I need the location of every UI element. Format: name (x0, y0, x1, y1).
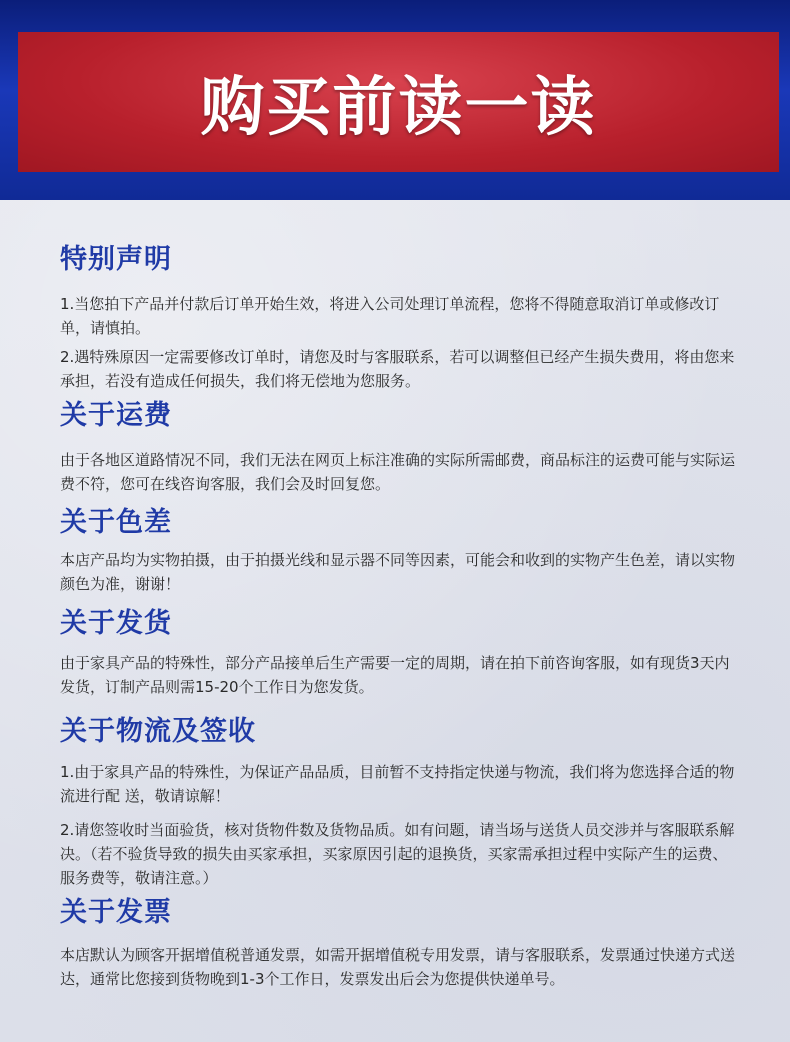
section-color-difference (60, 503, 740, 596)
section-title: 特别声明 (60, 244, 172, 275)
page-title: 购买前读一读 (200, 71, 597, 145)
paragraph: 由于家具产品的特殊性，部分产品接单后生产需要一定的周期，请在拍下前咨询客服，如有现货3天内发货，订制产品则需15-20个工作日为您发货。 (60, 654, 730, 696)
paragraph: 由于各地区道路情况不同，我们无法在网页上标注准确的实际所需邮费，商品标注的运费可能与实际运费不符，您可在线咨询客服，我们会及时回复您。 (60, 451, 736, 493)
header (0, 0, 790, 200)
paragraph: 1.当您拍下产品并付款后订单开始生效，将进入公司处理订单流程，您将不得随意取消订单或修改订单，请慎拍。 (60, 295, 720, 337)
paragraph: 2.请您签收时当面验货，核对货物件数及货物品质。如有问题，请当场与送货人员交涉并与客服联系解决。（若不验货导致的损失由买家承担，买家原因引起的退换货，买家需承担过程中实际产生的运费、服务费等，敬请注意。） (60, 821, 735, 887)
title-banner (18, 32, 779, 172)
section-title: 关于物流及签收 (60, 716, 256, 747)
paragraph: 1.由于家具产品的特殊性，为保证产品品质，目前暂不支持指定快递与物流，我们将为您选择合适的物流进行配 送，敬请谅解！ (60, 763, 735, 805)
section-logistics-receipt (60, 712, 740, 890)
section-delivery (60, 604, 740, 699)
section-title: 关于色差 (60, 507, 172, 538)
paragraph: 2.遇特殊原因一定需要修改订单时，请您及时与客服联系，若可以调整但已经产生损失费用，将由您来承担，若没有造成任何损失，我们将无偿地为您服务。 (60, 348, 735, 390)
section-title: 关于发货 (60, 608, 172, 639)
section-title: 关于发票 (60, 897, 172, 928)
section-shipping-fee (60, 396, 740, 496)
section-invoice (60, 893, 740, 991)
paragraph: 本店产品均为实物拍摄，由于拍摄光线和显示器不同等因素，可能会和收到的实物产生色差，请以实物颜色为准，谢谢！ (60, 551, 736, 593)
section-title: 关于运费 (60, 400, 172, 431)
section-special-notice (60, 240, 740, 393)
paragraph: 本店默认为顾客开据增值税普通发票，如需开据增值税专用发票，请与客服联系，发票通过快递方式送达，通常比您接到货物晚到1-3个工作日，发票发出后会为您提供快递单号。 (60, 946, 736, 988)
